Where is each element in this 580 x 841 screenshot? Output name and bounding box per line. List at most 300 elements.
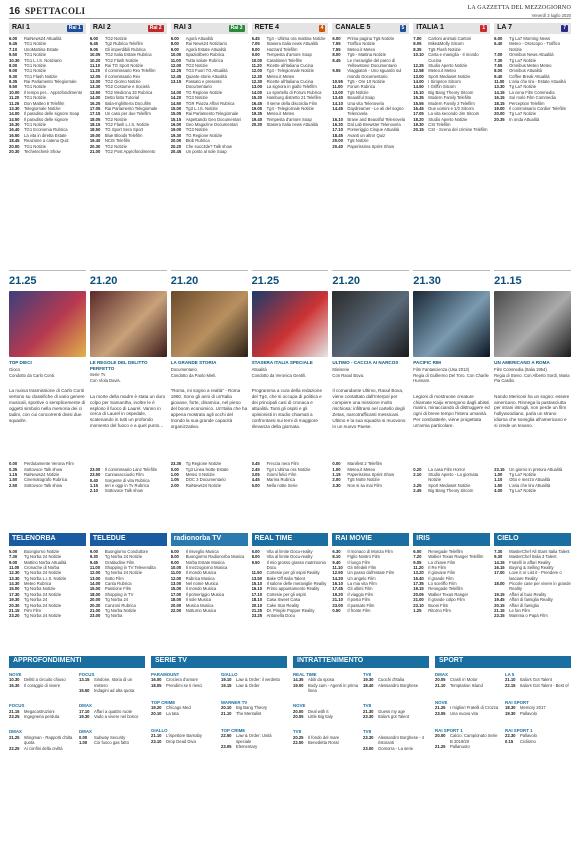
program-title: Geo Magazine Documentari: [185, 122, 238, 127]
program-title: Little Big Italy: [308, 714, 333, 720]
program-title: DOC 3 Documentario: [185, 477, 226, 483]
program-title: Pallanuoto: [450, 743, 470, 749]
program-time: 20.00: [494, 111, 505, 117]
program-title: Megacostruzioni: [24, 708, 55, 714]
program-time: 12.30: [251, 73, 263, 79]
sub-channel-name: GIALLO: [151, 727, 168, 733]
prime-time: 21.20: [90, 270, 167, 288]
program-row: [9, 714, 75, 719]
program-title: Una vita Telenovela: [347, 100, 384, 106]
program-title: Italia-Inghilterra Docufilm: [104, 100, 152, 106]
program-title: TG2 Flash L.I.S. Notizie: [104, 122, 150, 127]
program-title: Sottovoce Talk show: [104, 488, 143, 494]
program-time: 0.15: [505, 738, 514, 744]
program-title: Ricette all'italiana Cucina: [266, 62, 314, 68]
program-time: 1.15: [9, 472, 18, 478]
program-time: 12.00: [170, 62, 182, 68]
program-time: 11.25: [9, 100, 20, 106]
prime-description: La nuova trasmissione di Carlo Conti vertono su classifiche di vario genere musicali, sportive o semplicemente di oggetti simbolo nella memoria dei ci tadini, con cui concorrenti divisi due squadre.: [9, 388, 86, 423]
band-column: [332, 527, 409, 650]
program-title: Viaggiatori - Uno sguardo sul mondo Documentario: [347, 68, 402, 79]
program-title: Buongiorno Notizie: [24, 548, 60, 554]
program-time: 16.10: [332, 116, 343, 122]
program-time: 13.40: [332, 95, 343, 101]
program-row: [363, 714, 429, 719]
program-time: 20.00: [293, 708, 304, 714]
program-time: 1.05: [170, 477, 179, 483]
program-title: Ricette all'italiana Cucina: [266, 79, 314, 84]
program-title: Meteo - Oroscopo - Traffico Notizie: [509, 41, 561, 52]
program-title: Rai Parlamento Telegiornale: [24, 79, 77, 84]
program-time: 1.15: [89, 482, 98, 488]
program-title: Dal Lab Brewster Telenovela: [347, 122, 401, 127]
program-time: 18.00: [89, 591, 101, 597]
program-title: Tg Norba 24 Notizie: [104, 554, 143, 560]
prime-title: UN AMERICANO A ROMA: [494, 360, 550, 366]
channel-group: [293, 671, 359, 702]
program-title: TG3 Notizie: [185, 127, 208, 133]
program-title: Antonella Docu: [266, 613, 295, 619]
program-row: [494, 570, 571, 581]
program-row: [221, 683, 287, 688]
program-time: 1.00: [332, 466, 341, 472]
program-time: 23.35: [170, 461, 182, 467]
program-title: Il commissario Cordier Telefilm: [509, 105, 567, 111]
program-time: 14.15: [494, 559, 505, 565]
program-title: I migliori Fratelli di Crozza: [450, 705, 499, 711]
program-title: Tg La7 Notizie: [509, 84, 537, 90]
schedule-list: [9, 546, 86, 650]
program-time: 1.15: [332, 472, 341, 478]
schedule-list: [252, 546, 329, 650]
program-row: [293, 683, 359, 694]
program-time: 16.30: [332, 122, 343, 127]
program-title: Bake Off Italia Talent: [266, 575, 306, 581]
program-title: Tg La7 Notizie: [509, 472, 537, 478]
sub-channel-name: DMAX: [79, 729, 92, 735]
program-time: 10.00: [9, 89, 20, 95]
program-title: Beautiful Soap: [347, 95, 375, 101]
program-title: Elementary: [236, 743, 258, 749]
program-time: 23.10: [151, 738, 162, 744]
channel-group: [363, 728, 429, 759]
program-title: Renegade Telefilm: [428, 548, 463, 554]
program-title: TG2 Flash Notizie: [104, 57, 139, 63]
sub-channel-name: NOVE: [9, 671, 22, 677]
late-schedule: [90, 467, 167, 527]
category-headers: [9, 650, 571, 668]
channel-group: [293, 728, 359, 759]
program-time: 9.00: [170, 46, 179, 52]
channel-group: [221, 671, 287, 699]
channel-name: RAI 1: [12, 24, 30, 32]
program-time: 23.05: [221, 743, 232, 749]
program-row: [9, 735, 75, 746]
program-time: 14.00: [251, 89, 263, 95]
program-time: 7.05: [251, 41, 260, 47]
channel-header: [171, 23, 248, 34]
prime-photo: [413, 291, 490, 357]
program-time: 11.20: [89, 68, 101, 74]
program-title: Agorà Estate Attualità: [185, 46, 226, 52]
band-header: radionorba TV: [171, 533, 248, 546]
program-time: 2.10: [89, 488, 98, 494]
program-row: [363, 683, 429, 688]
program-time: 8.00: [170, 554, 179, 560]
program-title: Blue Bloods Telefilm: [104, 132, 143, 138]
channel-name: CANALE 5: [335, 24, 371, 32]
program-time: 23.25: [9, 714, 20, 720]
program-title: Sindone, storia di un mistero: [94, 677, 133, 688]
program-time: 21.30: [363, 708, 374, 714]
program-time: 13.00: [332, 89, 343, 95]
program-time: 17.05: [413, 111, 424, 117]
program-time: 15.40: [413, 575, 424, 581]
program-time: 8.35: [413, 46, 422, 52]
program-title: La cena Film Commedia: [509, 89, 555, 95]
category-header: SPORT: [435, 656, 571, 668]
program-time: 2.45: [413, 488, 422, 494]
program-title: Omnibus Meteo Meteo: [509, 62, 552, 68]
program-title: Sotto Film: [104, 575, 124, 581]
program-time: 13.00: [89, 575, 101, 581]
program-time: 14.50: [413, 84, 424, 90]
program-title: Modern Family 2 Telefilm: [428, 100, 475, 106]
program-title: Aspettando Geo Documentari: [185, 116, 241, 122]
program-title: Tg Norba 24 Notizie: [24, 554, 62, 560]
program-time: 12.58: [413, 68, 424, 74]
program-time: 21.25: [435, 743, 446, 749]
band-header: TELENORBA: [9, 533, 86, 546]
schedule-list: [90, 546, 167, 650]
program-time: 19.30: [363, 677, 374, 683]
program-title: Rai News24 Notiziario: [185, 41, 227, 47]
program-row: [9, 683, 75, 688]
program-time: 16.15: [494, 95, 505, 101]
program-title: Sul molo Film Commedia: [509, 95, 556, 101]
program-title: Forum Rubrica: [347, 84, 376, 90]
program-time: 20.15: [494, 602, 505, 608]
prime-photo: [252, 291, 329, 357]
program-time: 15.50: [79, 688, 90, 694]
program-time: 21.25: [9, 734, 20, 740]
program-title: Affari di famiglia: [509, 602, 539, 608]
program-time: 19.00: [494, 105, 505, 111]
program-title: TG1 Notizie: [24, 41, 47, 47]
program-time: 22.15: [505, 682, 516, 688]
program-title: Mattino Norba Attualità: [24, 559, 67, 565]
schedule-list: [171, 34, 248, 266]
schedule-list: [171, 546, 248, 650]
program-time: 12.00: [251, 68, 263, 74]
program-title: Il commissario Rex Telefilm: [104, 68, 156, 74]
program-time: 16.10: [251, 586, 263, 592]
program-title: La vita secondo Jim Sitcom: [428, 111, 480, 117]
program-time: 9.35: [9, 79, 18, 84]
program-time: 22.30: [505, 733, 516, 739]
sub-channel-name: PARAMOUNT: [151, 671, 180, 677]
prime-description: Legioni di mostruose creature chiamate Kaiju emergono dagli abissi marini, minacciando di distruggere ed ogni di breve tempo l'intera umanità. Per combatterle, viene progettata un'arma particolare.: [413, 393, 490, 429]
program-time: 7.30: [494, 548, 503, 554]
band-column: [171, 527, 248, 650]
program-title: Tg Norba Notizie: [104, 607, 137, 613]
channel-group: [505, 671, 571, 699]
program-time: 10.20: [89, 57, 101, 63]
program-row: [90, 488, 167, 493]
program-time: 12.25: [170, 68, 182, 74]
program-time: 20.05: [413, 591, 424, 597]
program-row: [494, 488, 571, 493]
program-title: Gomorra - La serie: [378, 745, 414, 751]
program-title: TG1 Notizie: [24, 95, 47, 101]
program-time: 6.00: [89, 36, 98, 41]
late-schedule: [332, 461, 409, 521]
band-header: TELEDUE: [90, 533, 167, 546]
program-title: TG3 Notizie: [185, 95, 208, 101]
channel-logo: 5: [401, 25, 405, 32]
program-time: 16.15: [494, 564, 505, 570]
prime-time: 21.25: [252, 270, 329, 288]
prime-credits: Regia di Guillermo Del Toro. Con Charlie Hunnam.: [413, 372, 489, 384]
program-time: 13.00: [251, 84, 263, 90]
program-row: [435, 733, 501, 744]
program-time: 21.15: [494, 607, 505, 613]
program-time: 6.45: [89, 41, 98, 47]
program-title: Detto fatto Tutorial: [104, 95, 140, 101]
program-title: Calcio: Campionato Serie B 2019/20: [450, 733, 498, 744]
program-time: 7.30: [494, 57, 503, 63]
program-time: 0.20: [413, 466, 422, 472]
program-time: 15.10: [413, 89, 424, 95]
program-time: 15.00: [89, 586, 101, 592]
program-time: 19.45: [494, 597, 505, 603]
channel-group: [363, 702, 429, 728]
program-time: 19.30: [170, 132, 182, 138]
prime-title: ULTIMO - CACCIA AI NARCOS: [332, 360, 399, 366]
program-row: [435, 683, 501, 688]
prime-genre: Film Fantascienza (Usa 2013): [413, 366, 470, 372]
program-title: Il paradiso delle signore: [24, 116, 69, 122]
program-title: TG2 Italia Estate Rubrica: [104, 52, 152, 58]
program-time: 13.15: [170, 79, 182, 84]
program-time: 12.30: [251, 79, 263, 84]
prime-time: 21.20: [332, 270, 409, 288]
program-time: 14.45: [332, 105, 343, 111]
newspaper-name: LA GAZZETTA DEL MEZZOGIORNO: [467, 5, 571, 12]
program-title: Sport Mediaset Notizie: [428, 482, 471, 488]
program-time: 14.00: [9, 111, 20, 117]
program-time: 20.00: [435, 733, 446, 739]
channel-header: [413, 23, 490, 34]
sub-channel-name: RAI SPORT: [505, 699, 529, 705]
program-time: 8.00: [251, 46, 260, 52]
prime-time: 21.15: [494, 270, 571, 288]
schedule-list: [252, 34, 329, 266]
program-title: Che succ3de? Talk show: [185, 143, 232, 149]
sub-channel-name: TV8: [363, 671, 372, 677]
program-title: Indagini ad alta quota: [94, 688, 135, 694]
program-time: 9.00: [9, 68, 18, 74]
program-time: 21.10: [435, 682, 446, 688]
program-title: Il coraggio di vivere: [24, 682, 61, 688]
program-title: Tg Norba 24: [24, 597, 48, 603]
program-title: CSI Telefilm: [428, 122, 451, 127]
channel-group: [505, 699, 571, 727]
program-row: [363, 735, 429, 746]
program-title: Il seme della discordia Film: [266, 100, 318, 106]
program-time: 11.50: [251, 570, 262, 576]
schedule-list: [413, 546, 490, 650]
prime-title: LE REGOLE DEL DELITTO PERFETTO: [89, 360, 148, 371]
program-title: Delitti a circuito chiuso: [24, 677, 66, 683]
program-title: TGR Piazza Affari Rubrica: [185, 100, 235, 106]
channel-logo: 1: [482, 25, 486, 32]
program-title: Tg Norba 24 Notizie: [24, 613, 62, 619]
program-title: Stasera Italia news Attualità: [266, 41, 319, 47]
program-time: 13.30: [9, 575, 20, 581]
program-row: [413, 127, 490, 132]
program-row: [171, 149, 248, 154]
program-title: Law & Order: Unità speciale: [236, 733, 272, 744]
program-time: 7.00: [494, 52, 503, 58]
program-time: 10.55: [332, 79, 343, 84]
program-title: Il grande colpo Film: [428, 597, 465, 603]
program-title: The Mentalist: [236, 710, 262, 716]
program-time: 20.00: [89, 597, 101, 603]
program-title: Il sole Musica: [185, 597, 212, 603]
program-title: Mamma o Papà Film: [509, 613, 548, 619]
program-time: 9.55: [332, 68, 341, 74]
program-time: 12.05: [89, 73, 101, 79]
prime-description: Il comandante Ultimo, Raoul Bova, viene contattato dall'Interpol per compiere una missione molto rischiosa: infiltrarsi nel cartello degli Zetas, narcotrafficanti messicani. Ultimo e la sua squadra si muovono in un nuovo Paese.: [332, 388, 406, 429]
program-title: Ai confini della civiltà: [24, 745, 63, 751]
program-time: 18.10: [251, 597, 263, 603]
program-time: 16.40: [9, 127, 20, 133]
prime-photo: [90, 291, 167, 357]
program-time: 14.30: [9, 581, 20, 587]
program-title: Tg4 L'ultima ora Notizie: [266, 466, 311, 472]
program-title: Primo appuntamento Reality: [266, 586, 320, 592]
program-title: Meteo.it Meteo: [347, 466, 376, 472]
program-row: [252, 122, 329, 127]
channel-group: [221, 727, 287, 760]
category-header: INTRATTENIMENTO: [293, 656, 429, 668]
program-time: 19.30: [413, 122, 424, 127]
masthead: [467, 5, 571, 18]
program-row: [505, 683, 571, 688]
section-title: SPETTACOLI: [25, 6, 86, 17]
late-schedule: [171, 461, 248, 521]
program-title: Don Matteo 8 Telefilm: [24, 100, 65, 106]
late-schedule: [9, 461, 86, 521]
program-time: 20.00: [170, 138, 182, 144]
program-row: [9, 483, 86, 488]
program-time: 23.15: [494, 613, 505, 619]
program-row: [171, 79, 248, 90]
program-time: 7.55: [332, 46, 341, 52]
channel-column: [252, 19, 329, 527]
program-title: Gli imperdibili Rubrica: [104, 46, 146, 52]
program-title: Prendimi se ti riesci: [166, 682, 203, 688]
program-title: TG2 Notizie: [104, 116, 127, 122]
program-title: UnoMattina Estate: [24, 46, 59, 52]
program-time: 2.00: [170, 482, 179, 488]
program-time: 23.00: [363, 745, 374, 751]
program-title: Fratelli in affari Reality: [509, 559, 551, 565]
program-title: Tg Norba Notizie: [24, 586, 56, 592]
program-row: [363, 746, 429, 751]
program-time: 0.00: [332, 461, 341, 467]
band-header: IRIS: [413, 533, 490, 546]
sub-channel-name: TOP CRIME: [151, 699, 176, 705]
program-title: Affari al buio Reality: [509, 591, 547, 597]
program-time: 15.00: [9, 586, 20, 592]
channel-name: ITALIA 1: [416, 24, 444, 32]
program-title: Meteo.it Meteo: [347, 46, 376, 52]
program-time: 16.00: [151, 677, 162, 683]
program-row: [252, 613, 329, 618]
program-time: 2.25: [413, 482, 422, 488]
program-time: 21.10: [332, 597, 343, 603]
program-title: Spaziolibero Rubrica: [185, 52, 225, 58]
channel-group: [79, 671, 145, 702]
program-time: 21.25: [251, 607, 263, 613]
program-time: 1.00: [170, 472, 179, 478]
program-time: 19.10: [221, 677, 232, 683]
program-title: Rai TG Sport Notizie: [104, 62, 144, 68]
program-time: 19.30: [79, 714, 90, 720]
program-title: Meteo 3 Notizie: [185, 472, 215, 478]
program-title: Pomeriggio Cinque Attualità: [347, 127, 400, 133]
program-time: 23.10: [413, 602, 424, 608]
issue-date: Venerdì 3 luglio 2020: [531, 13, 571, 19]
program-title: Un caso per due Telefilm: [104, 111, 151, 117]
program-time: 21.10: [151, 733, 162, 739]
program-row: [494, 117, 571, 122]
program-time: 1.00: [494, 472, 503, 478]
program-title: Il Re Film: [428, 564, 446, 570]
program-time: 13.30: [89, 84, 101, 90]
program-time: 16.50: [9, 132, 20, 138]
program-time: 14.15: [494, 89, 505, 95]
program-title: Rubrica Musica: [185, 575, 215, 581]
program-title: MasterChef All Stars Italia Talent: [509, 548, 570, 554]
program-time: 6.00: [413, 548, 422, 554]
program-title: Tg Norba 24 Notizie: [104, 570, 143, 576]
program-row: [79, 740, 145, 745]
program-title: Tg5 - Mattina Notizie: [347, 52, 387, 58]
program-title: Musica Musica: [185, 602, 214, 608]
program-title: Tg5 Notizie: [347, 89, 369, 95]
program-row: [79, 677, 145, 688]
channel-logo: Rai 2: [149, 25, 162, 32]
program-time: 21.10: [221, 710, 232, 716]
program-time: 19.40: [89, 138, 101, 144]
program-row: [413, 472, 490, 483]
program-title: Rai Parlamento Telegiornale: [185, 111, 239, 117]
program-time: 12.25: [413, 62, 424, 68]
program-time: 22.00: [170, 607, 182, 613]
program-time: 11.00: [89, 564, 101, 570]
program-time: 23.00: [332, 602, 343, 608]
program-row: [494, 41, 571, 52]
program-title: Stasera Italia news Attualità: [266, 122, 319, 127]
prime-description: Programma a cura della redazione del Tg4, che si occupa di politica e dei principali casi di cronaca e attualità. Tanti gli ospiti e gli opinionisti in studio chiamati a confrontarsi sui temi di maggiore rilevanza della giornata.: [251, 388, 323, 429]
program-row: [171, 483, 248, 488]
program-time: 6.00: [170, 36, 179, 41]
program-title: Big Bang Theory Sitcom: [428, 488, 474, 494]
program-title: Ritorno Film: [428, 607, 451, 613]
